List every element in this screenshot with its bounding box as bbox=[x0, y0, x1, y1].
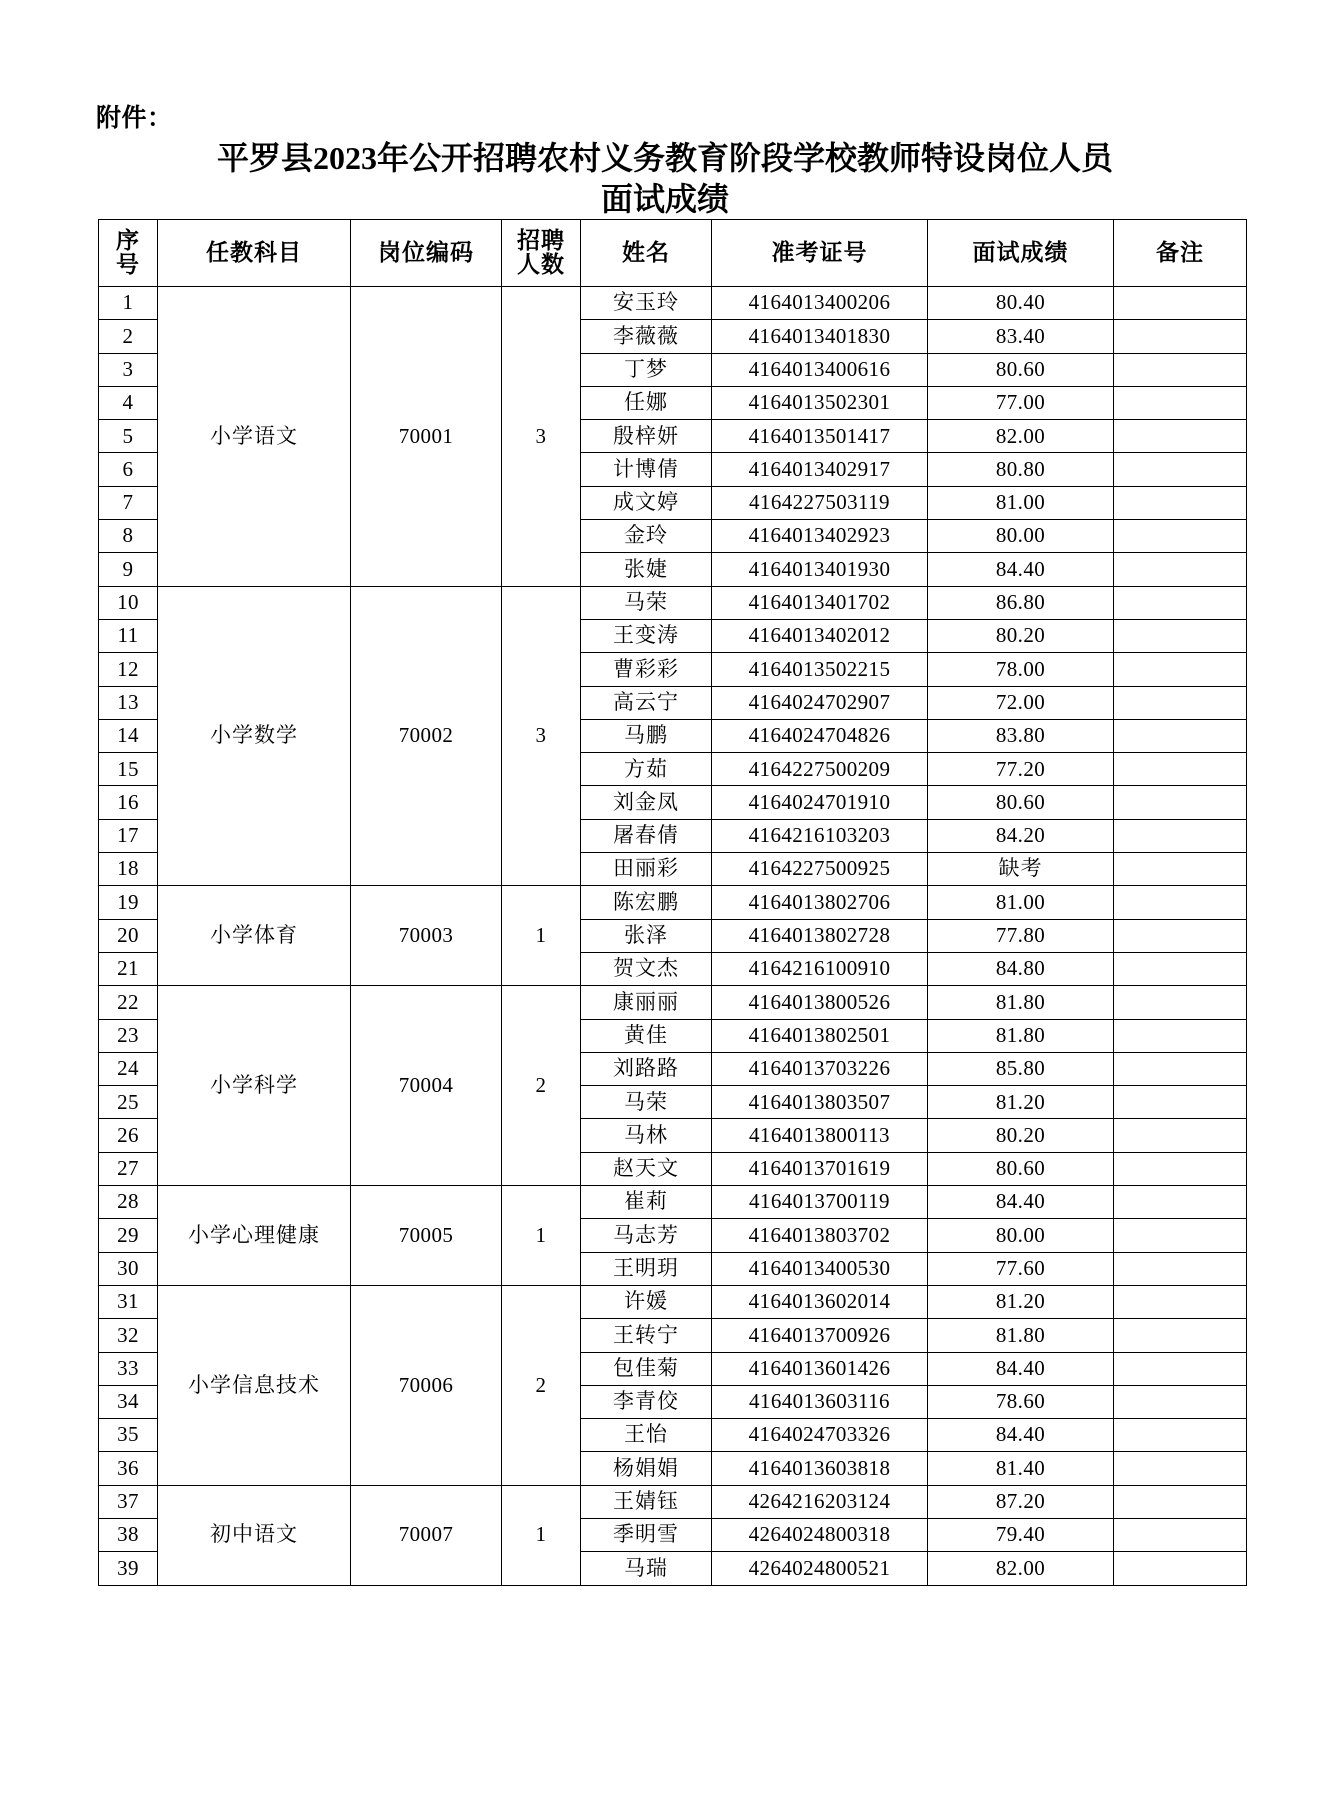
page-title-line2: 面试成绩 bbox=[600, 180, 729, 217]
cell-seq: 15 bbox=[99, 753, 158, 786]
cell-ticket-number: 4164013401830 bbox=[712, 320, 928, 353]
cell-name: 屠春倩 bbox=[581, 819, 712, 852]
cell-seq: 30 bbox=[99, 1252, 158, 1285]
cell-seq: 18 bbox=[99, 853, 158, 886]
cell-seq: 24 bbox=[99, 1052, 158, 1085]
cell-ticket-number: 4164013700119 bbox=[712, 1186, 928, 1219]
cell-seq: 3 bbox=[99, 353, 158, 386]
cell-seq: 20 bbox=[99, 919, 158, 952]
cell-name: 安玉玲 bbox=[581, 287, 712, 320]
cell-interview-score: 80.20 bbox=[928, 1119, 1114, 1152]
cell-remark bbox=[1114, 1552, 1247, 1585]
cell-name: 贺文杰 bbox=[581, 952, 712, 985]
cell-interview-score: 81.20 bbox=[928, 1086, 1114, 1119]
cell-ticket-number: 4164024701910 bbox=[712, 786, 928, 819]
cell-seq: 13 bbox=[99, 686, 158, 719]
cell-ticket-number: 4164013402917 bbox=[712, 453, 928, 486]
column-header-seq-line1: 序 bbox=[116, 227, 140, 253]
cell-seq: 19 bbox=[99, 886, 158, 919]
cell-ticket-number: 4164013400530 bbox=[712, 1252, 928, 1285]
cell-ticket-number: 4164013802501 bbox=[712, 1019, 928, 1052]
cell-ticket-number: 4164013401702 bbox=[712, 586, 928, 619]
cell-subject: 小学数学 bbox=[158, 586, 351, 886]
column-header-seq-line2: 号 bbox=[116, 252, 140, 277]
column-header-count-line2: 人数 bbox=[517, 252, 565, 277]
cell-interview-score: 78.60 bbox=[928, 1385, 1114, 1418]
cell-ticket-number: 4164013701619 bbox=[712, 1152, 928, 1185]
cell-ticket-number: 4164013601426 bbox=[712, 1352, 928, 1385]
cell-ticket-number: 4164227500925 bbox=[712, 853, 928, 886]
cell-name: 马鹏 bbox=[581, 719, 712, 752]
cell-remark bbox=[1114, 486, 1247, 519]
cell-ticket-number: 4164013402012 bbox=[712, 619, 928, 652]
cell-ticket-number: 4164013400616 bbox=[712, 353, 928, 386]
cell-recruit-count: 3 bbox=[502, 287, 581, 587]
cell-ticket-number: 4164013501417 bbox=[712, 420, 928, 453]
cell-interview-score: 81.40 bbox=[928, 1452, 1114, 1485]
cell-name: 马荣 bbox=[581, 586, 712, 619]
table-header-row bbox=[99, 220, 1247, 287]
cell-ticket-number: 4164013803702 bbox=[712, 1219, 928, 1252]
cell-seq: 29 bbox=[99, 1219, 158, 1252]
table-row bbox=[99, 586, 1247, 619]
cell-subject: 小学体育 bbox=[158, 886, 351, 986]
table-row bbox=[99, 287, 1247, 320]
table-row bbox=[99, 1285, 1247, 1318]
cell-interview-score: 80.60 bbox=[928, 353, 1114, 386]
cell-seq: 7 bbox=[99, 486, 158, 519]
table-row bbox=[99, 1485, 1247, 1518]
cell-remark bbox=[1114, 1352, 1247, 1385]
cell-name: 马志芳 bbox=[581, 1219, 712, 1252]
cell-seq: 5 bbox=[99, 420, 158, 453]
cell-remark bbox=[1114, 1219, 1247, 1252]
cell-remark bbox=[1114, 853, 1247, 886]
cell-seq: 32 bbox=[99, 1319, 158, 1352]
cell-ticket-number: 4164013800113 bbox=[712, 1119, 928, 1152]
cell-remark bbox=[1114, 287, 1247, 320]
cell-name: 马林 bbox=[581, 1119, 712, 1152]
cell-name: 殷梓妍 bbox=[581, 420, 712, 453]
cell-post-code: 70002 bbox=[351, 586, 502, 886]
cell-seq: 1 bbox=[99, 287, 158, 320]
cell-interview-score: 81.20 bbox=[928, 1285, 1114, 1318]
cell-interview-score: 77.60 bbox=[928, 1252, 1114, 1285]
interview-grades-table bbox=[98, 219, 1247, 1586]
cell-name: 季明雪 bbox=[581, 1518, 712, 1551]
cell-name: 王变涛 bbox=[581, 619, 712, 652]
cell-seq: 16 bbox=[99, 786, 158, 819]
cell-interview-score: 80.60 bbox=[928, 786, 1114, 819]
cell-remark bbox=[1114, 586, 1247, 619]
cell-interview-score: 79.40 bbox=[928, 1518, 1114, 1551]
cell-ticket-number: 4164013802706 bbox=[712, 886, 928, 919]
cell-remark bbox=[1114, 520, 1247, 553]
cell-seq: 10 bbox=[99, 586, 158, 619]
table-row bbox=[99, 1186, 1247, 1219]
cell-name: 曹彩彩 bbox=[581, 653, 712, 686]
cell-ticket-number: 4164013800526 bbox=[712, 986, 928, 1019]
cell-seq: 38 bbox=[99, 1518, 158, 1551]
cell-seq: 26 bbox=[99, 1119, 158, 1152]
cell-interview-score: 80.20 bbox=[928, 619, 1114, 652]
cell-ticket-number: 4164227500209 bbox=[712, 753, 928, 786]
cell-post-code: 70006 bbox=[351, 1285, 502, 1485]
cell-remark bbox=[1114, 1152, 1247, 1185]
grades-table-container bbox=[98, 219, 1204, 1586]
cell-subject: 初中语文 bbox=[158, 1485, 351, 1585]
cell-name: 丁梦 bbox=[581, 353, 712, 386]
cell-remark bbox=[1114, 1419, 1247, 1452]
cell-ticket-number: 4264024800521 bbox=[712, 1552, 928, 1585]
attachment-label: 附件： bbox=[96, 105, 173, 132]
cell-remark bbox=[1114, 1485, 1247, 1518]
cell-name: 方茹 bbox=[581, 753, 712, 786]
cell-recruit-count: 2 bbox=[502, 1285, 581, 1485]
cell-interview-score: 80.60 bbox=[928, 1152, 1114, 1185]
table-row bbox=[99, 986, 1247, 1019]
cell-seq: 2 bbox=[99, 320, 158, 353]
cell-name: 包佳菊 bbox=[581, 1352, 712, 1385]
cell-interview-score: 81.80 bbox=[928, 1319, 1114, 1352]
column-header-ticket-number: 准考证号 bbox=[712, 220, 928, 287]
cell-interview-score: 缺考 bbox=[928, 853, 1114, 886]
cell-name: 王怡 bbox=[581, 1419, 712, 1452]
cell-interview-score: 84.20 bbox=[928, 819, 1114, 852]
cell-seq: 31 bbox=[99, 1285, 158, 1318]
column-header-subject: 任教科目 bbox=[158, 220, 351, 287]
cell-interview-score: 77.20 bbox=[928, 753, 1114, 786]
column-header-name: 姓名 bbox=[581, 220, 712, 287]
cell-seq: 9 bbox=[99, 553, 158, 586]
cell-remark bbox=[1114, 320, 1247, 353]
cell-interview-score: 80.00 bbox=[928, 1219, 1114, 1252]
cell-interview-score: 81.00 bbox=[928, 486, 1114, 519]
cell-name: 金玲 bbox=[581, 520, 712, 553]
table-body bbox=[99, 287, 1247, 1586]
cell-remark bbox=[1114, 819, 1247, 852]
cell-seq: 25 bbox=[99, 1086, 158, 1119]
cell-remark bbox=[1114, 1119, 1247, 1152]
cell-remark bbox=[1114, 619, 1247, 652]
cell-name: 马瑞 bbox=[581, 1552, 712, 1585]
cell-ticket-number: 4164013602014 bbox=[712, 1285, 928, 1318]
cell-name: 田丽彩 bbox=[581, 853, 712, 886]
cell-ticket-number: 4164216103203 bbox=[712, 819, 928, 852]
cell-remark bbox=[1114, 886, 1247, 919]
cell-seq: 35 bbox=[99, 1419, 158, 1452]
cell-ticket-number: 4164013502215 bbox=[712, 653, 928, 686]
cell-ticket-number: 4164013603116 bbox=[712, 1385, 928, 1418]
column-header-seq bbox=[99, 220, 158, 287]
cell-interview-score: 83.40 bbox=[928, 320, 1114, 353]
cell-interview-score: 84.40 bbox=[928, 1419, 1114, 1452]
cell-post-code: 70004 bbox=[351, 986, 502, 1186]
cell-seq: 6 bbox=[99, 453, 158, 486]
cell-interview-score: 81.00 bbox=[928, 886, 1114, 919]
cell-remark bbox=[1114, 952, 1247, 985]
cell-ticket-number: 4164013802728 bbox=[712, 919, 928, 952]
cell-remark bbox=[1114, 1285, 1247, 1318]
cell-seq: 21 bbox=[99, 952, 158, 985]
cell-interview-score: 84.80 bbox=[928, 952, 1114, 985]
cell-interview-score: 84.40 bbox=[928, 1352, 1114, 1385]
cell-recruit-count: 1 bbox=[502, 1485, 581, 1585]
cell-interview-score: 82.00 bbox=[928, 420, 1114, 453]
cell-name: 许媛 bbox=[581, 1285, 712, 1318]
cell-remark bbox=[1114, 786, 1247, 819]
cell-remark bbox=[1114, 1319, 1247, 1352]
cell-name: 刘金凤 bbox=[581, 786, 712, 819]
cell-ticket-number: 4164216100910 bbox=[712, 952, 928, 985]
cell-seq: 14 bbox=[99, 719, 158, 752]
cell-name: 成文婷 bbox=[581, 486, 712, 519]
page-title-line1: 平罗县2023年公开招聘农村义务教育阶段学校教师特设岗位人员 bbox=[216, 140, 1113, 176]
cell-recruit-count: 1 bbox=[502, 1186, 581, 1286]
cell-name: 高云宁 bbox=[581, 686, 712, 719]
cell-remark bbox=[1114, 1452, 1247, 1485]
cell-interview-score: 81.80 bbox=[928, 1019, 1114, 1052]
cell-interview-score: 80.80 bbox=[928, 453, 1114, 486]
cell-remark bbox=[1114, 386, 1247, 419]
cell-interview-score: 77.80 bbox=[928, 919, 1114, 952]
cell-remark bbox=[1114, 1086, 1247, 1119]
cell-subject: 小学心理健康 bbox=[158, 1186, 351, 1286]
cell-remark bbox=[1114, 453, 1247, 486]
cell-name: 王转宁 bbox=[581, 1319, 712, 1352]
table-row bbox=[99, 886, 1247, 919]
cell-interview-score: 83.80 bbox=[928, 719, 1114, 752]
cell-seq: 8 bbox=[99, 520, 158, 553]
cell-interview-score: 82.00 bbox=[928, 1552, 1114, 1585]
cell-ticket-number: 4164024703326 bbox=[712, 1419, 928, 1452]
cell-interview-score: 85.80 bbox=[928, 1052, 1114, 1085]
cell-remark bbox=[1114, 1252, 1247, 1285]
table-header bbox=[99, 220, 1247, 287]
cell-interview-score: 87.20 bbox=[928, 1485, 1114, 1518]
cell-remark bbox=[1114, 1518, 1247, 1551]
cell-name: 李青佼 bbox=[581, 1385, 712, 1418]
cell-remark bbox=[1114, 420, 1247, 453]
cell-post-code: 70003 bbox=[351, 886, 502, 986]
cell-ticket-number: 4164013402923 bbox=[712, 520, 928, 553]
cell-seq: 33 bbox=[99, 1352, 158, 1385]
cell-interview-score: 84.40 bbox=[928, 1186, 1114, 1219]
cell-ticket-number: 4164013703226 bbox=[712, 1052, 928, 1085]
cell-name: 王明玥 bbox=[581, 1252, 712, 1285]
cell-subject: 小学信息技术 bbox=[158, 1285, 351, 1485]
cell-name: 崔莉 bbox=[581, 1186, 712, 1219]
cell-name: 任娜 bbox=[581, 386, 712, 419]
cell-ticket-number: 4164227503119 bbox=[712, 486, 928, 519]
cell-recruit-count: 2 bbox=[502, 986, 581, 1186]
cell-remark bbox=[1114, 1186, 1247, 1219]
cell-name: 张泽 bbox=[581, 919, 712, 952]
cell-remark bbox=[1114, 686, 1247, 719]
cell-remark bbox=[1114, 1019, 1247, 1052]
cell-interview-score: 86.80 bbox=[928, 586, 1114, 619]
cell-ticket-number: 4164013502301 bbox=[712, 386, 928, 419]
cell-interview-score: 80.40 bbox=[928, 287, 1114, 320]
cell-remark bbox=[1114, 653, 1247, 686]
cell-remark bbox=[1114, 1385, 1247, 1418]
cell-interview-score: 81.80 bbox=[928, 986, 1114, 1019]
cell-remark bbox=[1114, 553, 1247, 586]
page-title bbox=[150, 138, 1180, 220]
cell-seq: 11 bbox=[99, 619, 158, 652]
cell-name: 康丽丽 bbox=[581, 986, 712, 1019]
cell-seq: 22 bbox=[99, 986, 158, 1019]
cell-name: 刘路路 bbox=[581, 1052, 712, 1085]
cell-seq: 12 bbox=[99, 653, 158, 686]
column-header-remark: 备注 bbox=[1114, 220, 1247, 287]
cell-recruit-count: 3 bbox=[502, 586, 581, 886]
cell-subject: 小学语文 bbox=[158, 287, 351, 587]
column-header-recruit-count bbox=[502, 220, 581, 287]
cell-interview-score: 72.00 bbox=[928, 686, 1114, 719]
cell-ticket-number: 4164013401930 bbox=[712, 553, 928, 586]
cell-ticket-number: 4164013803507 bbox=[712, 1086, 928, 1119]
cell-remark bbox=[1114, 986, 1247, 1019]
cell-remark bbox=[1114, 919, 1247, 952]
cell-seq: 36 bbox=[99, 1452, 158, 1485]
cell-seq: 34 bbox=[99, 1385, 158, 1418]
column-header-interview-score: 面试成绩 bbox=[928, 220, 1114, 287]
column-header-post-code: 岗位编码 bbox=[351, 220, 502, 287]
cell-seq: 28 bbox=[99, 1186, 158, 1219]
cell-remark bbox=[1114, 753, 1247, 786]
cell-remark bbox=[1114, 353, 1247, 386]
cell-ticket-number: 4164013603818 bbox=[712, 1452, 928, 1485]
cell-interview-score: 77.00 bbox=[928, 386, 1114, 419]
cell-ticket-number: 4264216203124 bbox=[712, 1485, 928, 1518]
cell-name: 计博倩 bbox=[581, 453, 712, 486]
cell-name: 杨娟娟 bbox=[581, 1452, 712, 1485]
cell-ticket-number: 4164013700926 bbox=[712, 1319, 928, 1352]
cell-name: 张婕 bbox=[581, 553, 712, 586]
cell-remark bbox=[1114, 719, 1247, 752]
cell-interview-score: 84.40 bbox=[928, 553, 1114, 586]
cell-name: 李薇薇 bbox=[581, 320, 712, 353]
cell-name: 黄佳 bbox=[581, 1019, 712, 1052]
cell-seq: 4 bbox=[99, 386, 158, 419]
cell-ticket-number: 4164024704826 bbox=[712, 719, 928, 752]
column-header-count-line1: 招聘 bbox=[517, 227, 565, 253]
cell-seq: 39 bbox=[99, 1552, 158, 1585]
cell-post-code: 70001 bbox=[351, 287, 502, 587]
cell-seq: 23 bbox=[99, 1019, 158, 1052]
cell-interview-score: 80.00 bbox=[928, 520, 1114, 553]
cell-name: 马荣 bbox=[581, 1086, 712, 1119]
cell-name: 王婧钰 bbox=[581, 1485, 712, 1518]
cell-seq: 37 bbox=[99, 1485, 158, 1518]
cell-name: 陈宏鹏 bbox=[581, 886, 712, 919]
cell-seq: 27 bbox=[99, 1152, 158, 1185]
cell-post-code: 70005 bbox=[351, 1186, 502, 1286]
cell-recruit-count: 1 bbox=[502, 886, 581, 986]
cell-remark bbox=[1114, 1052, 1247, 1085]
cell-ticket-number: 4164024702907 bbox=[712, 686, 928, 719]
cell-subject: 小学科学 bbox=[158, 986, 351, 1186]
cell-ticket-number: 4264024800318 bbox=[712, 1518, 928, 1551]
cell-name: 赵天文 bbox=[581, 1152, 712, 1185]
cell-post-code: 70007 bbox=[351, 1485, 502, 1585]
cell-interview-score: 78.00 bbox=[928, 653, 1114, 686]
cell-ticket-number: 4164013400206 bbox=[712, 287, 928, 320]
cell-seq: 17 bbox=[99, 819, 158, 852]
